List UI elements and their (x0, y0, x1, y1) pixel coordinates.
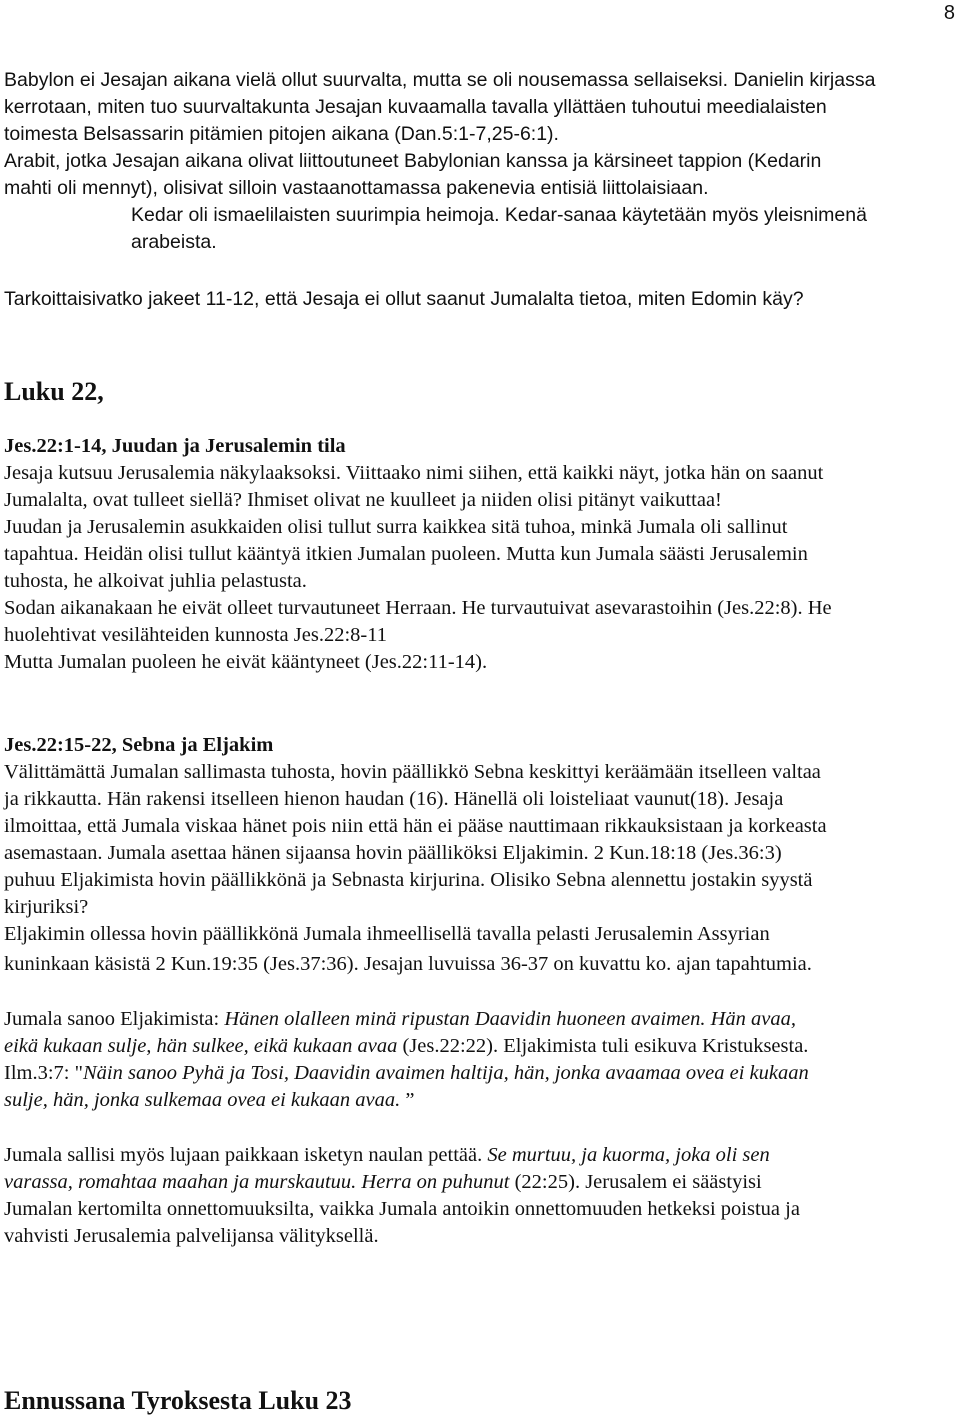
para4-line-2 (4, 1169, 762, 1195)
section2-line-3: ilmoittaa, että Jumala viskaa hänet pois niin että hän ei pääse nauttimaan rikkauksistaan ja korkeasta (4, 815, 827, 837)
para3-quote: sulje, hän, jonka sulkemaa ovea ei kukaan avaa. (4, 1089, 401, 1111)
intro-line-1: Babylon ei Jesajan aikana vielä ollut suurvalta, mutta se oli nousemassa sellaiseksi. Danielin kirjassa (4, 69, 876, 91)
section1-line-7: huolehtivat vesilähteiden kunnosta Jes.22:8-11 (4, 624, 387, 646)
para3-line-4 (4, 1087, 414, 1113)
para3-line-2 (4, 1033, 808, 1059)
para4-quote: varassa, romahtaa maahan ja murskautuu. Herra on puhunut (4, 1171, 510, 1193)
section2-line-4: asemastaan. Jumala asettaa hänen sijaansa hovin päälliköksi Eljakimin. 2 Kun.18:18 (Jes.36:3) (4, 842, 782, 864)
kedar-line-1: Kedar oli ismaelilaisten suurimpia heimoja. Kedar-sanaa käytetään myös yleisnimenä (131, 204, 867, 226)
section2-line-8: kuninkaan käsistä 2 Kun.19:35 (Jes.37:36). Jesajan luvuissa 36-37 on kuvattu ko. ajan tapahtumia. (4, 953, 812, 975)
para4-line-3: Jumalan kertomilta onnettomuuksilta, vaikka Jumala antoikin onnettomuuden hetkeksi poistua ja (4, 1198, 800, 1220)
intro-line-3: toimesta Belsassarin pitämien pitojen aikana (Dan.5:1-7,25-6:1). (4, 123, 559, 145)
para3-text: (Jes.22:22). Eljakimista tuli esikuva Kristuksesta. (397, 1035, 809, 1057)
arab-line-2: mahti oli mennyt), olisivat silloin vastaanottamassa pakenevia entisiä liittolaisiaan. (4, 177, 709, 199)
section1-line-4: tapahtua. Heidän olisi tullut kääntyä itkien Jumalan puoleen. Mutta kun Jumala säästi Jerusalemin (4, 543, 808, 565)
para4-quote: Se murtuu, ja kuorma, joka oli sen (487, 1144, 770, 1166)
para3-quote: eikä kukaan sulje, hän sulkee, eikä kukaan avaa (4, 1035, 398, 1057)
intro-line-2: kerrotaan, miten tuo suurvaltakunta Jesajan kuvaamalla tavalla yllättäen tuhoutui meedialaisten (4, 96, 827, 118)
para3-text: ” (400, 1089, 415, 1111)
section1-heading: Jes.22:1-14, Juudan ja Jerusalemin tila (4, 435, 346, 457)
para4-line-1 (4, 1142, 770, 1168)
section1-line-1: Jesaja kutsuu Jerusalemia näkylaaksoksi. Viittaako nimi siihen, että kaikki näyt, jotka hän on saanut (4, 462, 824, 484)
kedar-line-2: arabeista. (131, 231, 217, 253)
para3-text: Ilm.3:7: " (4, 1062, 83, 1084)
page-number: 8 (943, 2, 955, 24)
para3-line-1 (4, 1006, 796, 1032)
section2-heading: Jes.22:15-22, Sebna ja Eljakim (4, 734, 274, 756)
section1-line-3: Juudan ja Jerusalemin asukkaiden olisi tullut surra kaikkea sitä tuhoa, minkä Jumala oli sallinut (4, 516, 788, 538)
section2-line-2: ja rikkautta. Hän rakensi itselleen hienon haudan (16). Hänellä oli loisteliaat vaunut(18). Jesaja (4, 788, 784, 810)
section2-line-1: Välittämättä Jumalan sallimasta tuhosta, hovin päällikkö Sebna keskittyi keräämään itselleen valtaa (4, 761, 821, 783)
section2-line-5: puhuu Eljakimista hovin päällikkönä ja Sebnasta kirjurina. Olisiko Sebna alennettu jostakin syystä (4, 869, 813, 891)
para4-text: Jumala sallisi myös lujaan paikkaan isketyn naulan pettää. (4, 1144, 488, 1166)
para3-quote: Näin sanoo Pyhä ja Tosi, Daavidin avaimen haltija, hän, jonka avaamaa ovea ei kukaan (82, 1062, 809, 1084)
section2-line-6: kirjuriksi? (4, 896, 89, 918)
section1-line-6: Sodan aikanakaan he eivät olleet turvautuneet Herraan. He turvautuivat asevarastoihin (Jes.22:8). He (4, 597, 832, 619)
para3-line-3 (4, 1060, 809, 1086)
chapter-heading: Luku 22, (4, 377, 104, 406)
para3-text: Jumala sanoo Eljakimista: (4, 1008, 225, 1030)
para3-quote: Hänen olalleen minä ripustan Daavidin huoneen avaimen. Hän avaa, (224, 1008, 796, 1030)
para4-line-4: vahvisti Jerusalemia palvelijansa välityksellä. (4, 1225, 379, 1247)
section1-line-2: Jumalalta, ovat tulleet siellä? Ihmiset olivat ne kuulleet ja niiden olisi pitänyt vaikuttaa! (4, 489, 722, 511)
question-line: Tarkoittaisivatko jakeet 11-12, että Jesaja ei ollut saanut Jumalalta tietoa, miten Edomin käy? (4, 288, 804, 310)
para4-text: (22:25). Jerusalem ei säästyisi (509, 1171, 762, 1193)
arab-line-1: Arabit, jotka Jesajan aikana olivat liittoutuneet Babylonian kanssa ja kärsineet tappion (Kedarin (4, 150, 822, 172)
next-chapter-heading: Ennussana Tyroksesta Luku 23 (4, 1386, 352, 1415)
section2-line-7: Eljakimin ollessa hovin päällikkönä Jumala ihmeellisellä tavalla pelasti Jerusalemin Assyrian (4, 923, 770, 945)
section1-line-5: tuhosta, he alkoivat juhlia pelastusta. (4, 570, 307, 592)
section1-line-8: Mutta Jumalan puoleen he eivät kääntyneet (Jes.22:11-14). (4, 651, 488, 673)
